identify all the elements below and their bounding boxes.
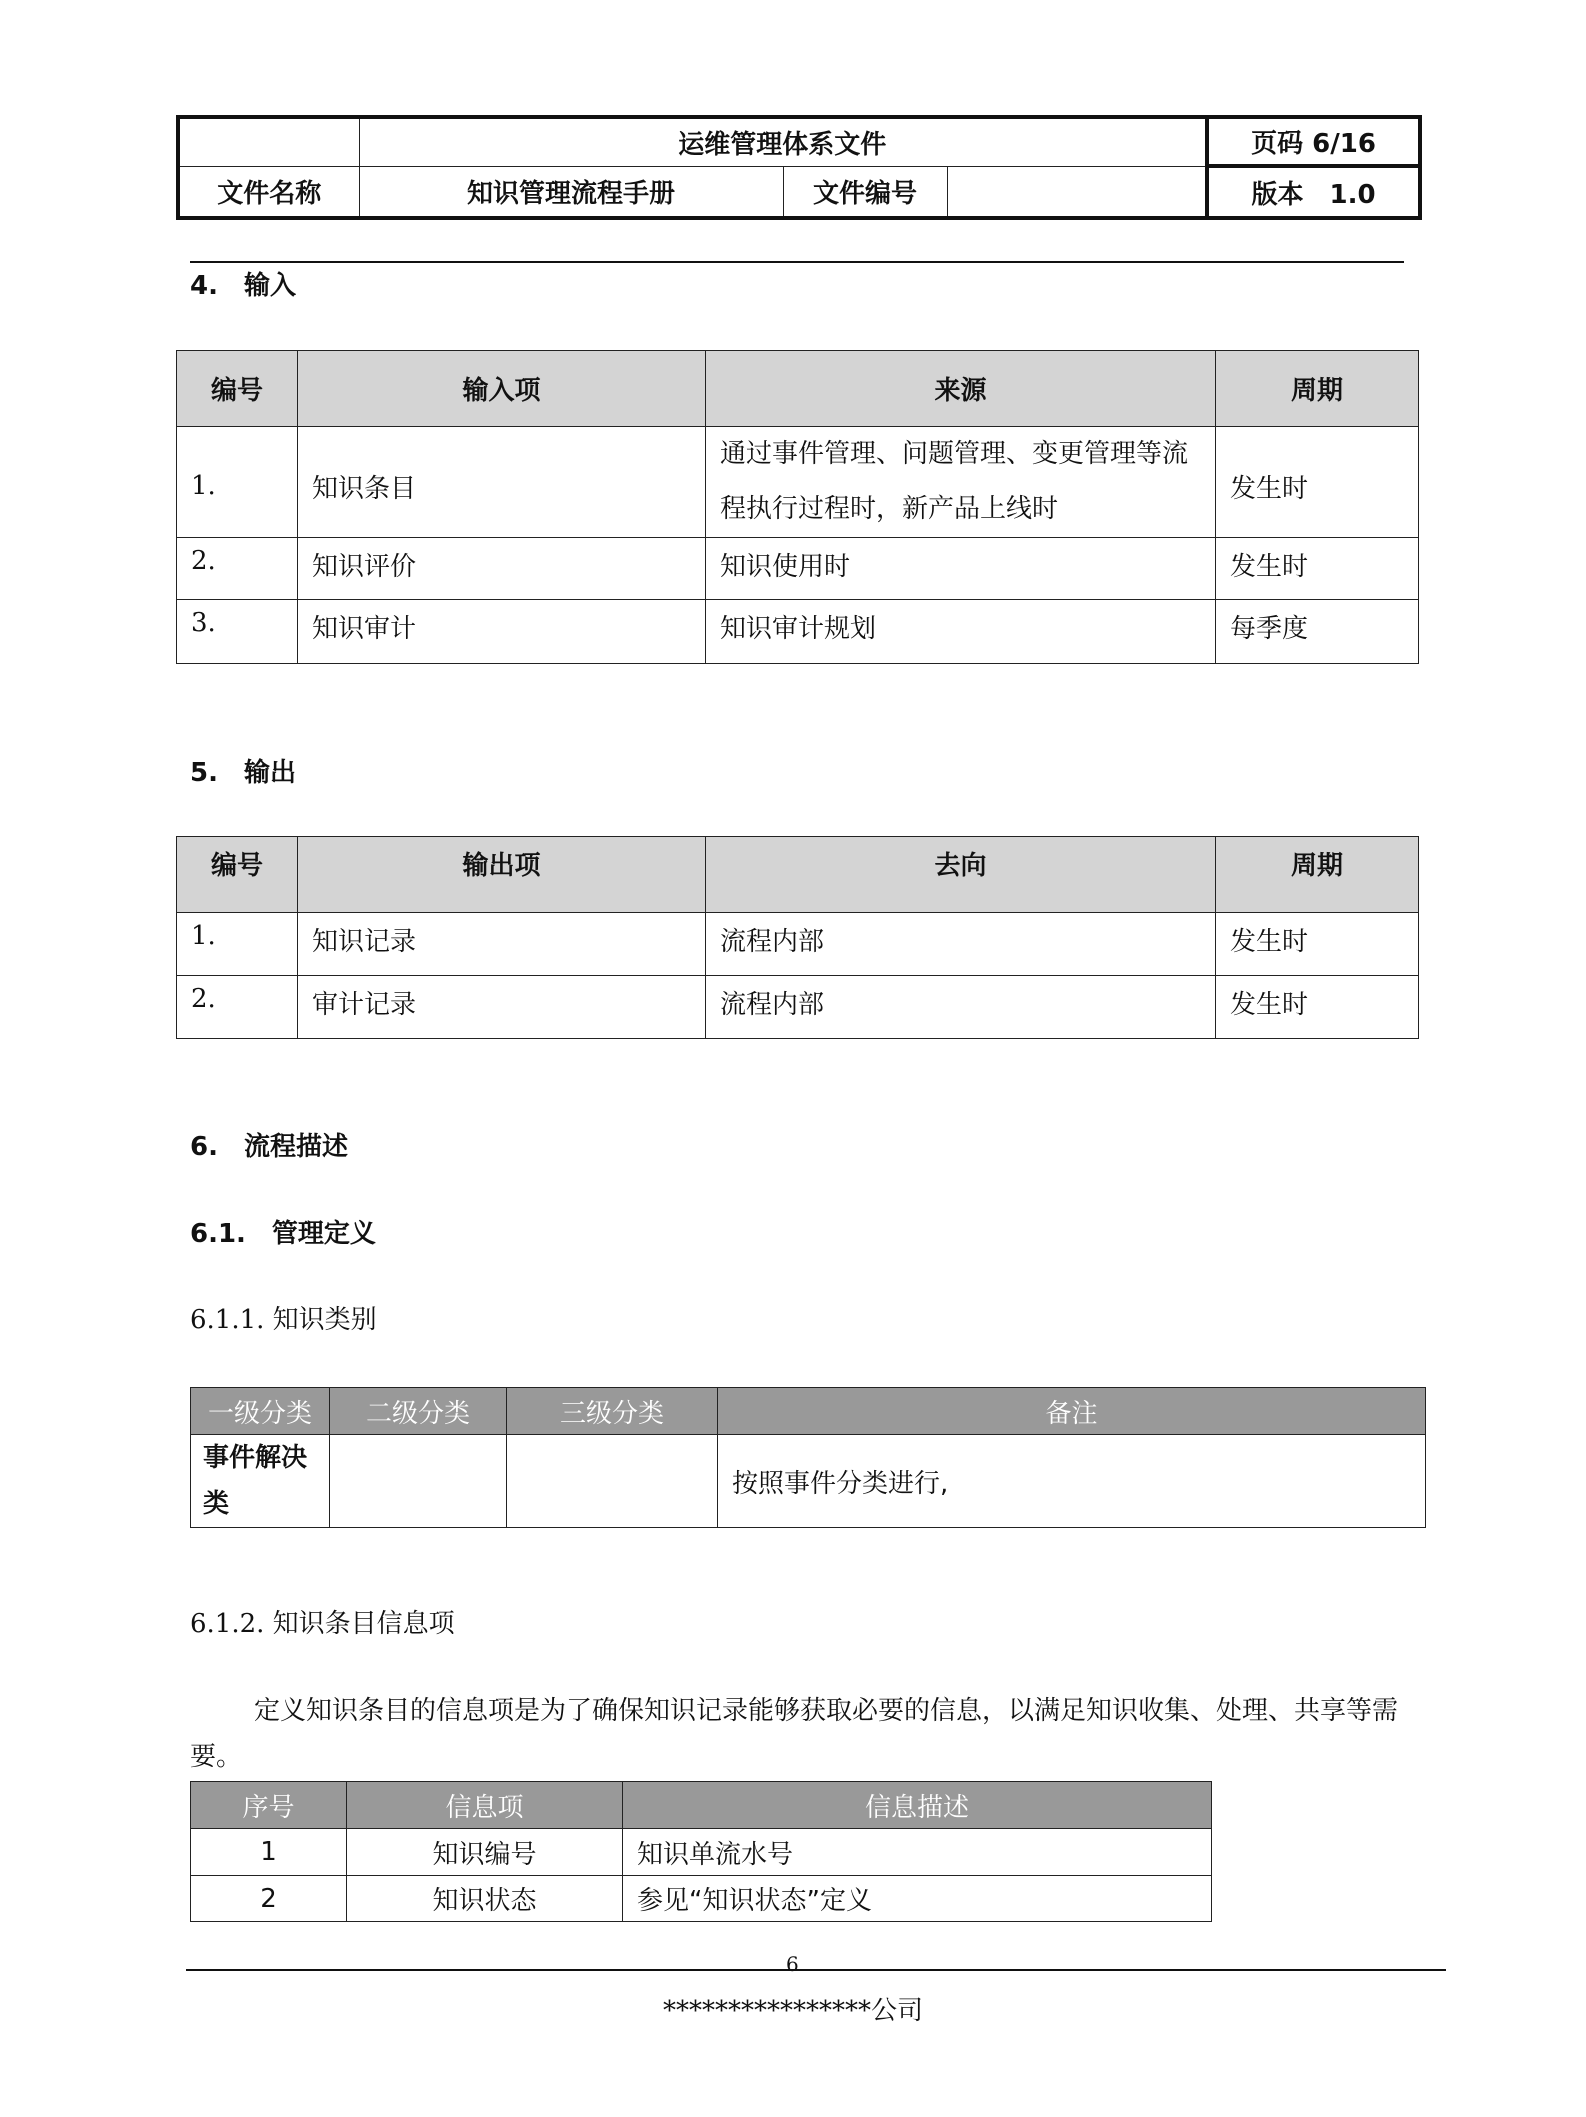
table-row <box>191 1435 1426 1528</box>
category-table <box>190 1387 1426 1528</box>
doc-name-label: 文件名称 <box>178 166 359 218</box>
doc-name: 知识管理流程手册 <box>359 166 783 218</box>
section-6-1-title: 6.1. 管理定义 <box>190 1219 376 1249</box>
doc-no-label: 文件编号 <box>783 166 947 218</box>
cell: 知识编号 <box>347 1829 623 1876</box>
col-header: 去向 <box>706 837 1216 913</box>
version-label: 版本 1.0 <box>1207 166 1420 218</box>
page-number: 6 <box>786 1952 799 1976</box>
section-4-title: 4. 输入 <box>190 271 296 301</box>
cell: 发生时 <box>1216 427 1419 538</box>
col-header: 周期 <box>1216 351 1419 427</box>
doc-no <box>947 166 1207 218</box>
col-header: 二级分类 <box>330 1388 507 1435</box>
cell: 2. <box>177 976 298 1039</box>
company-name: ****************公司 <box>662 1996 923 2026</box>
col-header: 序号 <box>191 1782 347 1829</box>
info-table <box>190 1781 1212 1922</box>
table-row <box>177 913 1419 976</box>
table-row <box>177 976 1419 1039</box>
cell: 按照事件分类进行, <box>718 1435 1426 1528</box>
header-rule <box>190 261 1404 263</box>
cell: 知识单流水号 <box>623 1829 1212 1876</box>
col-header: 编号 <box>177 351 298 427</box>
col-header: 来源 <box>706 351 1216 427</box>
cell: 知识评价 <box>298 538 706 600</box>
section-5-title: 5. 输出 <box>190 758 296 788</box>
section-6-title: 6. 流程描述 <box>190 1132 348 1162</box>
cell: 知识审计规划 <box>706 600 1216 664</box>
col-header: 输入项 <box>298 351 706 427</box>
col-header: 三级分类 <box>507 1388 718 1435</box>
cell: 2. <box>177 538 298 600</box>
footer-rule <box>186 1969 1446 1971</box>
output-table <box>176 836 1419 1039</box>
cell: 通过事件管理、问题管理、变更管理等流程执行过程时，新产品上线时 <box>706 427 1216 538</box>
cell: 知识使用时 <box>706 538 1216 600</box>
section-6-1-1-title: 6.1.1. 知识类别 <box>190 1305 377 1335</box>
cell: 发生时 <box>1216 976 1419 1039</box>
system-title: 运维管理体系文件 <box>359 117 1207 166</box>
page-label: 页码 6/16 <box>1207 117 1420 166</box>
col-header: 输出项 <box>298 837 706 913</box>
table-row <box>191 1876 1212 1922</box>
cell: 1. <box>177 427 298 538</box>
cell: 流程内部 <box>706 913 1216 976</box>
cell: 参见“知识状态”定义 <box>623 1876 1212 1922</box>
table-row <box>191 1829 1212 1876</box>
cell <box>330 1435 507 1528</box>
cell: 知识条目 <box>298 427 706 538</box>
cell: 审计记录 <box>298 976 706 1039</box>
col-header: 周期 <box>1216 837 1419 913</box>
section-6-1-2-title: 6.1.2. 知识条目信息项 <box>190 1609 455 1639</box>
cell: 发生时 <box>1216 538 1419 600</box>
table-row <box>177 538 1419 600</box>
col-header: 编号 <box>177 837 298 913</box>
cell: 事件解决类 <box>191 1435 330 1528</box>
cell <box>507 1435 718 1528</box>
cell: 知识记录 <box>298 913 706 976</box>
col-header: 一级分类 <box>191 1388 330 1435</box>
col-header: 备注 <box>718 1388 1426 1435</box>
document-header-table <box>176 115 1422 220</box>
cell: 每季度 <box>1216 600 1419 664</box>
table-row <box>177 600 1419 664</box>
cell: 3. <box>177 600 298 664</box>
cell: 1. <box>177 913 298 976</box>
table-row <box>177 427 1419 538</box>
cell: 知识状态 <box>347 1876 623 1922</box>
cell: 发生时 <box>1216 913 1419 976</box>
cell: 知识审计 <box>298 600 706 664</box>
input-table <box>176 350 1419 664</box>
col-header: 信息项 <box>347 1782 623 1829</box>
col-header: 信息描述 <box>623 1782 1212 1829</box>
cell: 1 <box>191 1829 347 1876</box>
header-blank <box>178 117 359 166</box>
cell: 流程内部 <box>706 976 1216 1039</box>
cell: 2 <box>191 1876 347 1922</box>
paragraph: 定义知识条目的信息项是为了确保知识记录能够获取必要的信息，以满足知识收集、处理、共享等需要。 <box>190 1696 1399 1772</box>
